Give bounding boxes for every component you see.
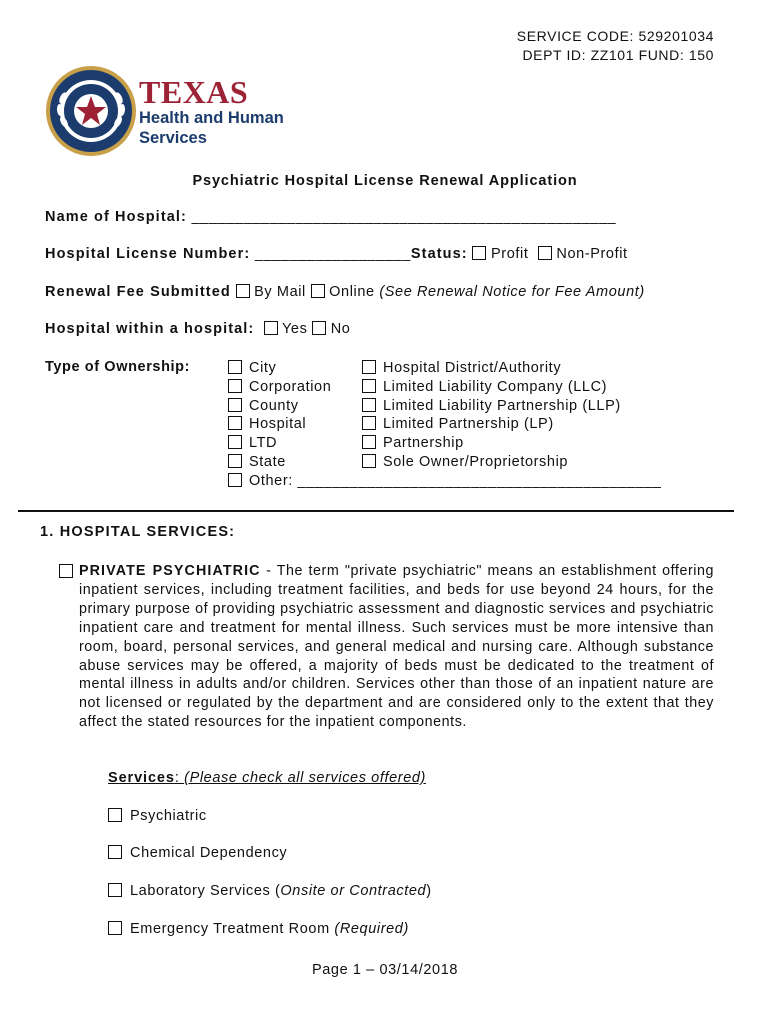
service-checkbox[interactable] [108, 808, 122, 822]
services-label: Services [108, 770, 175, 786]
ownership-option-label: State [249, 453, 286, 470]
ownership-checkbox[interactable] [362, 379, 376, 393]
ownership-checkbox[interactable] [362, 360, 376, 374]
license-number-label: Hospital License Number: [45, 246, 251, 262]
private-psychiatric-checkbox-wrap [59, 564, 73, 580]
renewal-fee-row [45, 284, 645, 300]
ownership-option-label: Limited Liability Company (LLC) [383, 378, 608, 395]
services-colon: : [174, 770, 185, 786]
ownership-checkbox[interactable] [362, 435, 376, 449]
private-psychiatric-checkbox[interactable] [59, 564, 73, 578]
logo-line-3: Services [139, 129, 207, 147]
ownership-right-column [362, 359, 621, 472]
service-checkbox[interactable] [108, 845, 122, 859]
ownership-other-field[interactable]: __________________________________________ [297, 472, 662, 489]
services-heading [108, 770, 426, 786]
hospital-name-field[interactable]: _________________________________________________ [191, 209, 617, 225]
hwh-yes-checkbox[interactable] [264, 321, 278, 335]
page-footer: Page 1 – 03/14/2018 [311, 962, 459, 978]
ownership-checkbox[interactable] [228, 360, 242, 374]
fee-note: (See Renewal Notice for Fee Amount) [379, 284, 645, 300]
service-code: SERVICE CODE: 529201034 [516, 28, 714, 44]
service-label: Psychiatric [130, 808, 207, 824]
service-item[interactable] [108, 921, 409, 937]
hospital-name-label: Name of Hospital: [45, 209, 187, 225]
section-heading: 1. HOSPITAL SERVICES: [40, 524, 236, 540]
hwh-yes-label: Yes [281, 321, 308, 337]
ownership-checkbox[interactable] [362, 398, 376, 412]
fee-online-label: Online [329, 284, 375, 300]
ownership-option-label: County [249, 397, 299, 414]
ownership-checkbox[interactable] [228, 454, 242, 468]
ownership-other-checkbox[interactable] [228, 473, 242, 487]
hwh-row [45, 321, 350, 337]
ownership-option[interactable] [362, 453, 621, 472]
ownership-other-label: Other: [249, 472, 293, 489]
section-divider [18, 510, 734, 512]
ownership-checkbox[interactable] [362, 416, 376, 430]
private-psychiatric-body: - The term "private psychiatric" means an establishment offering inpatient services, including treatment facilities, and beds for use beyond 24 hours, for the primary purpose of providing psychiatric assessment and diagnostic services and psychiatric inpatient care and treatment for mental illness. Such services must be more intensive than room, board, personal services, and general medical and nursing care. Although substance abuse services may be offered, a majority of beds must be dedicated to the treatment of mental illness in adults and/or children. Services other than those of an inpatient nature are not licensed or regulated by the department and are considered only to the extent that they affect the stated resources for the inpatient components. [79, 563, 714, 731]
ownership-option-label: Hospital District/Authority [383, 360, 562, 376]
ownership-option-label: Hospital [249, 416, 307, 433]
private-psychiatric-term: PRIVATE PSYCHIATRIC [79, 563, 261, 579]
ownership-option[interactable] [362, 397, 621, 416]
renewal-fee-label: Renewal Fee Submitted [45, 284, 231, 300]
service-note: Onsite or Contracted [280, 883, 427, 899]
logo-texas: TEXAS [139, 74, 249, 110]
ownership-other[interactable] [228, 472, 661, 491]
logo-subtitle [139, 108, 284, 148]
ownership-option-label: Partnership [383, 435, 464, 452]
ownership-option-label: Sole Owner/Proprietorship [383, 453, 569, 470]
ownership-option-label: Limited Partnership (LP) [383, 416, 554, 433]
hwh-no-label: No [330, 321, 351, 337]
ownership-option[interactable] [362, 434, 621, 453]
ownership-option-label: Limited Liability Partnership (LLP) [383, 397, 621, 414]
status-nonprofit-label: Non-Profit [556, 246, 628, 262]
ownership-option-label: City [249, 360, 277, 376]
status-label: Status: [410, 246, 468, 262]
hospital-name-row [45, 209, 616, 225]
ownership-option-label: LTD [249, 435, 278, 452]
hwh-no-checkbox[interactable] [312, 321, 326, 335]
private-psychiatric-description [79, 562, 714, 732]
service-checkbox[interactable] [108, 883, 122, 897]
header-codes [517, 27, 714, 65]
fee-mail-checkbox[interactable] [236, 284, 250, 298]
status-profit-checkbox[interactable] [472, 246, 486, 260]
service-item[interactable] [108, 845, 287, 861]
service-item[interactable] [108, 808, 207, 824]
fee-online-checkbox[interactable] [311, 284, 325, 298]
service-item[interactable] [108, 883, 432, 899]
ownership-checkbox[interactable] [362, 454, 376, 468]
ownership-option-label: Corporation [249, 378, 332, 395]
form-title: Psychiatric Hospital License Renewal Application [192, 173, 578, 189]
service-checkbox[interactable] [108, 921, 122, 935]
service-label: Chemical Dependency [130, 845, 288, 861]
service-note: (Required) [334, 921, 409, 937]
ownership-option[interactable] [362, 415, 621, 434]
ownership-label: Type of Ownership: [45, 359, 191, 375]
logo-line-2: Health and Human [139, 109, 284, 127]
ownership-option[interactable] [362, 359, 621, 378]
status-nonprofit-checkbox[interactable] [538, 246, 552, 260]
ownership-checkbox[interactable] [228, 416, 242, 430]
ownership-option[interactable] [362, 378, 621, 397]
status-profit-label: Profit [491, 246, 529, 262]
license-number-field[interactable]: __________________ [254, 246, 411, 262]
hhs-seal-logo [44, 64, 138, 158]
ownership-checkbox[interactable] [228, 435, 242, 449]
service-tail: ) [426, 883, 432, 899]
fee-mail-label: By Mail [254, 284, 306, 300]
ownership-checkbox[interactable] [228, 398, 242, 412]
license-status-row [45, 246, 628, 262]
dept-fund: DEPT ID: ZZ101 FUND: 150 [522, 47, 714, 63]
hwh-label: Hospital within a hospital: [45, 321, 255, 337]
ownership-checkbox[interactable] [228, 379, 242, 393]
services-note: (Please check all services offered) [184, 770, 426, 786]
service-label: Emergency Treatment Room [130, 921, 335, 937]
service-label: Laboratory Services ( [130, 883, 281, 899]
